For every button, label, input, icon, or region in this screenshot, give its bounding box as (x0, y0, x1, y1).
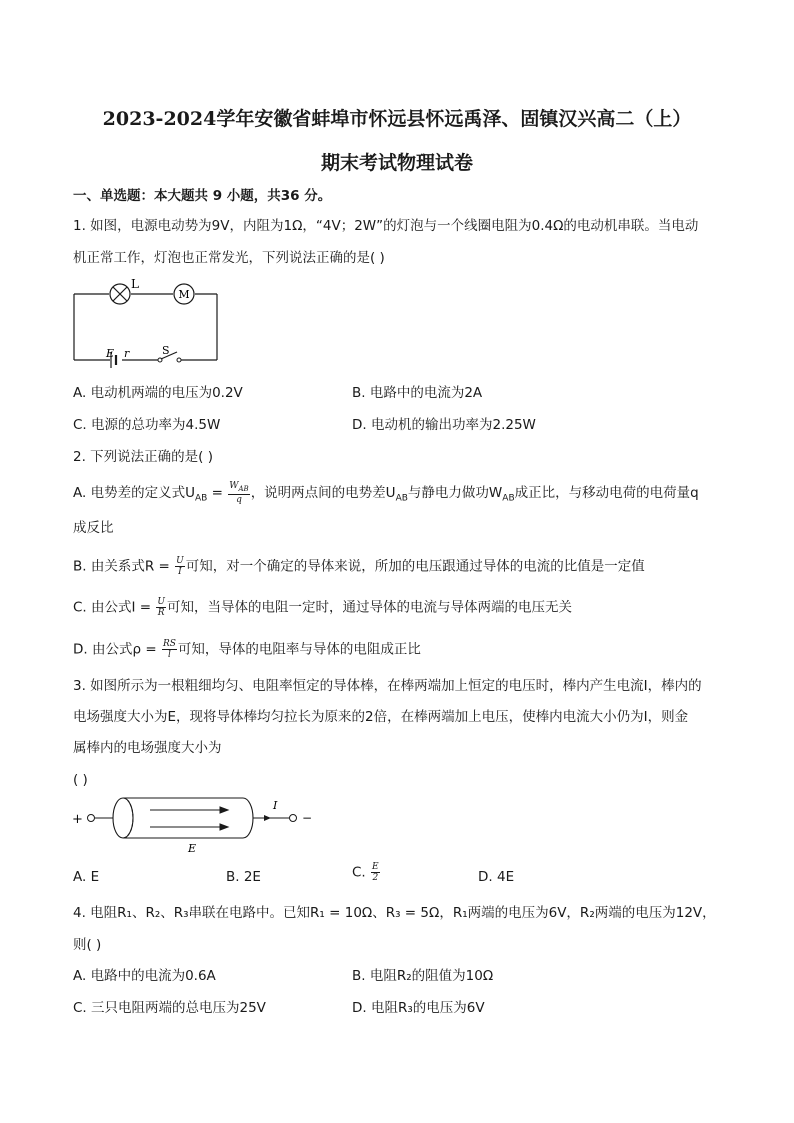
q2-stem: 2. 下列说法正确的是( ) (73, 449, 213, 465)
q3-option-c (352, 862, 381, 883)
exam-title-line2: 期末考试物理试卷 (320, 152, 473, 174)
q4-stem-line1: 4. 电阻R₁、R₂、R₃串联在电路中。已知R₁ = 10Ω、R₃ = 5Ω，R₁两端的电压为6V，R₂两端的电压为12V， (73, 905, 716, 921)
q2-option-d (73, 639, 421, 660)
q2-d-text: D. 由公式ρ = (73, 641, 161, 658)
q2-b-post: 可知，对一个确定的导体来说，所加的电压跟通过导体的电流的比值是一定值 (185, 558, 645, 575)
q2-option-a (73, 481, 699, 508)
q2-option-c (73, 597, 572, 618)
q2-a-fraction (228, 481, 249, 505)
q2-d-frac-den: l (167, 650, 171, 660)
q2-c-frac-den: R (157, 608, 165, 618)
q2-d-post: 可知，导体的电阻率与导体的电阻成正比 (177, 641, 421, 658)
q2-a-frac-den: q (236, 494, 242, 505)
current-arrow (264, 815, 271, 821)
q2-c-post: 可知，当导体的电阻一定时，通过导体的电流与导体两端的电压无关 (166, 599, 572, 616)
q2-b-fraction (175, 556, 185, 577)
q3-c-frac-den: 2 (372, 873, 379, 883)
section-heading: 一、单选题：本大题共 9 小题，共36 分。 (73, 188, 332, 204)
q1-option-c: C. 电源的总功率为4.5W (73, 417, 221, 433)
q3-option-d: D. 4E (478, 869, 515, 885)
q2-a-frac-num-sub: AB (238, 484, 249, 493)
q3-option-a: A. E (73, 869, 100, 885)
q2-c-fraction (156, 597, 166, 618)
q2-d-frac-num: RS (162, 639, 176, 649)
q4-option-a: A. 电路中的电流为0.6A (73, 968, 216, 984)
left-terminal-circle (88, 815, 95, 822)
right-terminal-circle (290, 815, 297, 822)
emf-label: E (106, 347, 115, 360)
q3-c-text: C. (352, 864, 371, 881)
q1-stem-line2: 机正常工作，灯泡也正常发光，下列说法正确的是( ) (73, 250, 385, 266)
q2-a-text: A. 电势差的定义式U (73, 484, 195, 501)
q2-a-post2-sub: AB (502, 493, 515, 504)
q2-b-frac-num: U (176, 556, 184, 566)
q2-a-frac-num: W (229, 481, 239, 491)
q4-option-b: B. 电阻R₂的阻值为10Ω (352, 968, 494, 984)
q2-a-post3: 成正比，与移动电荷的电荷量q (514, 484, 699, 501)
q2-d-fraction (162, 639, 177, 660)
q3-stem-line1: 3. 如图所示为一根粗细均匀、电阻率恒定的导体棒，在棒两端加上恒定的电压时，棒内产生电流I，棒内的 (73, 678, 702, 694)
q3-stem-line2: 电场强度大小为E，现将导体棒均匀拉长为原来的2倍，在棒两端加上电压，使棒内电流大小仍为I，则金 (73, 709, 689, 725)
q4-option-d: D. 电阻R₃的电压为6V (352, 1000, 485, 1016)
q2-a-eq: = (207, 484, 228, 501)
conductor-rod (113, 798, 253, 838)
current-label: I (273, 799, 278, 812)
q2-a-post: ，说明两点间的电势差U (250, 484, 396, 501)
q3-stem-line3: 属棒内的电场强度大小为 (73, 740, 222, 756)
q2-b-frac-den: I (178, 567, 182, 577)
field-label: E (188, 842, 197, 854)
q2-c-text: C. 由公式I = (73, 599, 156, 616)
q1-option-a: A. 电动机两端的电压为0.2V (73, 385, 243, 401)
q1-circuit-diagram (70, 278, 225, 368)
lamp-symbol (110, 284, 130, 304)
switch-label: S (162, 344, 170, 357)
q3-c-frac-num: E (372, 862, 379, 872)
q4-stem-line2: 则( ) (73, 937, 102, 953)
q2-option-b (73, 556, 645, 577)
q3-c-fraction (371, 862, 380, 883)
q1-stem-line1: 1. 如图，电源电动势为9V，内阻为1Ω，“4V；2W”的灯泡与一个线圈电阻为0.4Ω的电动机串联。当电动 (73, 218, 699, 234)
q4-option-c: C. 三只电阻两端的总电压为25V (73, 1000, 266, 1016)
q3-option-b: B. 2E (226, 869, 261, 885)
q2-b-text: B. 由关系式R = (73, 558, 175, 575)
lamp-label: L (131, 278, 139, 291)
motor-label: M (178, 288, 190, 301)
q2-a-post2: 与静电力做功W (407, 484, 503, 501)
negative-terminal-label: − (302, 811, 313, 825)
q3-answer-paren: ( ) (73, 772, 88, 788)
q3-conductor-rod-diagram (68, 792, 328, 854)
field-arrows (150, 807, 228, 830)
exam-title-line1: 2023-2024学年安徽省蚌埠市怀远县怀远禹泽、固镇汉兴高二（上） (102, 108, 692, 130)
q2-c-frac-num: U (157, 597, 165, 607)
positive-terminal-label: + (72, 812, 83, 827)
q1-option-b: B. 电路中的电流为2A (352, 385, 483, 401)
q2-a-post-sub: AB (395, 493, 408, 504)
q1-option-d: D. 电动机的输出功率为2.25W (352, 417, 536, 433)
q2-option-a-line2: 成反比 (73, 520, 114, 536)
q2-a-sub: AB (194, 493, 208, 504)
internal-resistance-label: r (124, 347, 130, 360)
